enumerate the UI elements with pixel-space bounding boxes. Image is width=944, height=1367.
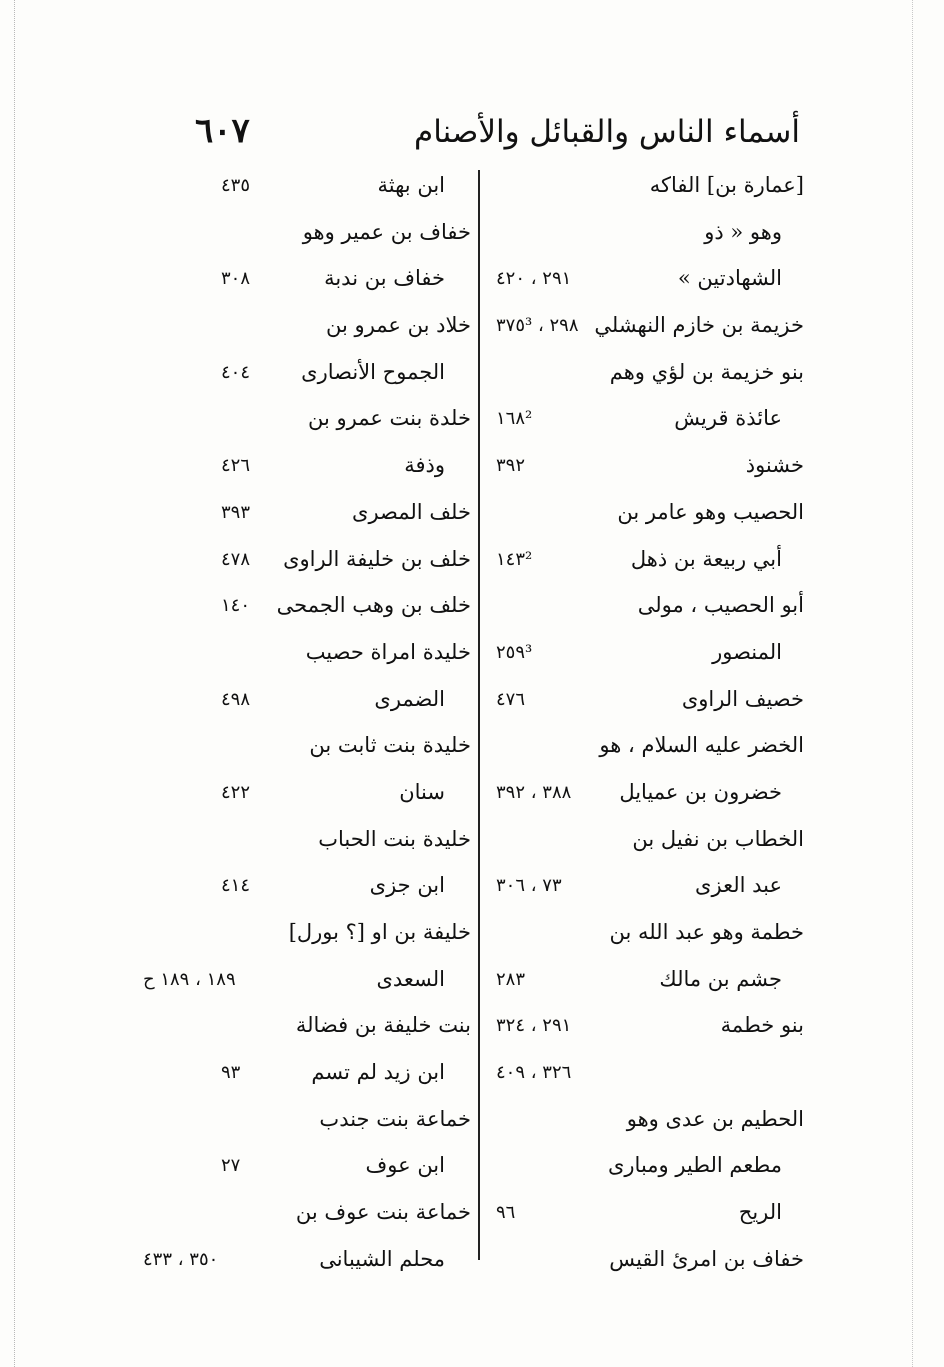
entry-page-refs: ٢٩١ ، ٤٢٠ [496, 268, 572, 290]
index-entry [492, 678, 804, 725]
entry-name: [عمارة بن] الفاكه [649, 173, 804, 197]
index-entry [492, 444, 804, 491]
entry-name: خليدة بنت الحباب [318, 826, 471, 851]
entry-name: بنو خطمة [720, 1013, 804, 1038]
entry-page-refs: ١٨٩ ، ١٨٩ ح [143, 968, 236, 990]
index-entry [492, 164, 804, 211]
index-entry [492, 1238, 804, 1285]
entry-page-refs: ٩٦ [496, 1202, 516, 1224]
entry-page-refs: ٧٣ ، ٣٠٦ [496, 875, 562, 897]
index-entry [135, 257, 471, 304]
entry-name: جشم بن مالك [659, 966, 782, 991]
index-entry [492, 911, 804, 958]
entry-name: خماعة بنت جندب [319, 1106, 471, 1131]
index-entry [492, 818, 804, 865]
index-entry [135, 444, 471, 491]
entry-name: الحطيم بن عدى وهو [626, 1106, 804, 1131]
entry-name: خطمة وهو عبد الله بن [609, 920, 804, 944]
index-entry [135, 678, 471, 725]
index-entry [135, 911, 471, 958]
index-entry [135, 724, 471, 771]
index-entry [492, 771, 804, 818]
entry-page-refs: ٢٧ [221, 1155, 241, 1177]
index-entry [492, 631, 804, 678]
index-entry [135, 631, 471, 678]
entry-name: خلف بن خليفة الراوى [283, 546, 471, 571]
entry-name: عبد العزى [695, 873, 782, 898]
entry-name: الحصيب وهو عامر بن [617, 499, 804, 524]
index-entry [492, 1144, 804, 1191]
entry-page-refs: ٤٢٢ [221, 781, 251, 803]
entry-name: محلم الشيبانى [319, 1246, 445, 1271]
index-entry [135, 584, 471, 631]
entry-page-refs: ٢٩١ ، ٣٢٤ [496, 1015, 572, 1037]
index-entry [492, 351, 804, 398]
entry-name: عائذة قريش [674, 406, 782, 431]
index-entry [135, 1004, 471, 1051]
index-entry [135, 351, 471, 398]
entry-name: الريح [738, 1200, 782, 1225]
entry-page-refs: ١٤٣² [496, 548, 533, 570]
page-number: ٦٠٧ [195, 111, 250, 151]
entry-name: أبو الحصيب ، مولى [637, 593, 804, 618]
index-entry [135, 304, 471, 351]
entry-name: خلف المصرى [352, 499, 471, 524]
entry-name: أبي ربيعة بن ذهل [630, 546, 782, 571]
running-title: أسماء الناس والقبائل والأصنام [414, 114, 800, 150]
entry-page-refs: ٤٣٥ [221, 175, 251, 196]
entry-page-refs: ٢٥٩³ [496, 641, 533, 663]
entry-name: خزيمة بن خازم النهشلي [594, 313, 804, 338]
entry-page-refs: ٤٧٨ [221, 548, 251, 570]
page-edge-right [912, 0, 913, 1367]
entry-name: خليفة بن او [؟ بورل] [288, 920, 471, 944]
entry-name: ابن بهثة [377, 173, 445, 197]
entry-page-refs: ٤٢٦ [221, 455, 251, 477]
entry-name: الخضر عليه السلام ، هو [599, 733, 804, 758]
index-entry [492, 304, 804, 351]
index-entry [492, 1098, 804, 1145]
index-entry [492, 538, 804, 585]
entry-name: وهو « ذو [704, 219, 782, 244]
entry-name: بنت خليفة بن فضالة [295, 1013, 471, 1038]
entry-name: خليدة امراة حصيب [305, 639, 471, 664]
index-entry [135, 1238, 471, 1285]
entry-name: خفاف بن ندبة [324, 266, 445, 291]
index-entry [135, 397, 471, 444]
entry-page-refs: ٢٨٣ [496, 968, 526, 990]
index-entry [492, 958, 804, 1005]
index-entry [135, 491, 471, 538]
index-entry [135, 771, 471, 818]
index-entry [135, 164, 471, 211]
entry-name: المنصور [712, 639, 782, 664]
entry-page-refs: ٤٠٤ [221, 361, 251, 383]
index-entry [492, 257, 804, 304]
entry-name: خشنوذ [745, 453, 804, 478]
entry-page-refs: ٩٣ [221, 1062, 241, 1084]
entry-name: ابن زيد لم تسم [311, 1060, 445, 1085]
entry-name: بنو خزيمة بن لؤي وهم [609, 359, 804, 384]
entry-page-refs: ٤٩٨ [221, 688, 251, 710]
entry-page-refs: ٣٨٨ ، ٣٩٢ [496, 781, 572, 803]
index-entry [135, 818, 471, 865]
index-entry [135, 1051, 471, 1098]
entry-name: خفاف بن امرئ القيس [609, 1246, 804, 1271]
index-entry [492, 1191, 804, 1238]
entry-name: خلدة بنت عمرو بن [307, 406, 471, 431]
entry-page-refs: ٣٥٠ ، ٤٣٣ [143, 1248, 219, 1270]
index-column-left [135, 164, 471, 1285]
entry-name: ابن عوف [365, 1153, 445, 1178]
index-entry [492, 864, 804, 911]
index-entry [135, 211, 471, 258]
index-entry [492, 584, 804, 631]
page-edge-left [14, 0, 15, 1367]
entry-page-refs: ٤٧٦ [496, 688, 526, 710]
entry-name: الضمرى [374, 686, 445, 711]
index-entry [492, 1004, 804, 1051]
entry-name: سنان [399, 779, 445, 804]
entry-name: خماعة بنت عوف بن [295, 1200, 471, 1225]
entry-page-refs: ٣٢٦ ، ٤٠٩ [496, 1062, 572, 1084]
entry-name: خلاد بن عمرو بن [326, 313, 471, 338]
index-entry [492, 397, 804, 444]
entry-name: خفاف بن عمير وهو [302, 219, 471, 244]
entry-name: خلف بن وهب الجمحى [276, 593, 471, 618]
entry-name: السعدى [376, 966, 445, 991]
index-entry [135, 1191, 471, 1238]
entry-name: ابن جزى [369, 873, 445, 898]
entry-name: خليدة بنت ثابت بن [309, 733, 471, 758]
entry-name: وذفة [404, 453, 445, 478]
entry-page-refs: ٣٩٢ [496, 455, 526, 477]
entry-name: خصيف الراوى [681, 686, 804, 711]
index-entry [135, 538, 471, 585]
entry-page-refs: ٣٠٨ [221, 268, 251, 290]
entry-name: الجموح الأنصارى [301, 359, 445, 384]
entry-name: خضرون بن عميايل [619, 779, 782, 804]
index-entry [135, 1098, 471, 1145]
index-entry [492, 1051, 804, 1098]
index-column-right [492, 164, 804, 1285]
entry-name: الخطاب بن نفيل بن [632, 826, 804, 851]
column-divider [478, 170, 480, 1260]
entry-page-refs: ٣٩٣ [221, 501, 251, 523]
index-entry [135, 864, 471, 911]
entry-name: الشهادتين » [677, 266, 782, 291]
index-entry [492, 491, 804, 538]
entry-page-refs: ١٤٠ [221, 595, 251, 617]
index-entry [135, 958, 471, 1005]
entry-page-refs: ٤١٤ [221, 875, 251, 897]
entry-page-refs: ٢٩٨ ، ٣٧٥³ [496, 315, 579, 337]
index-entry [492, 724, 804, 771]
index-entry [135, 1144, 471, 1191]
entry-page-refs: ١٦٨² [496, 408, 533, 430]
index-entry [492, 211, 804, 258]
entry-name: مطعم الطير ومبارى [607, 1153, 782, 1178]
